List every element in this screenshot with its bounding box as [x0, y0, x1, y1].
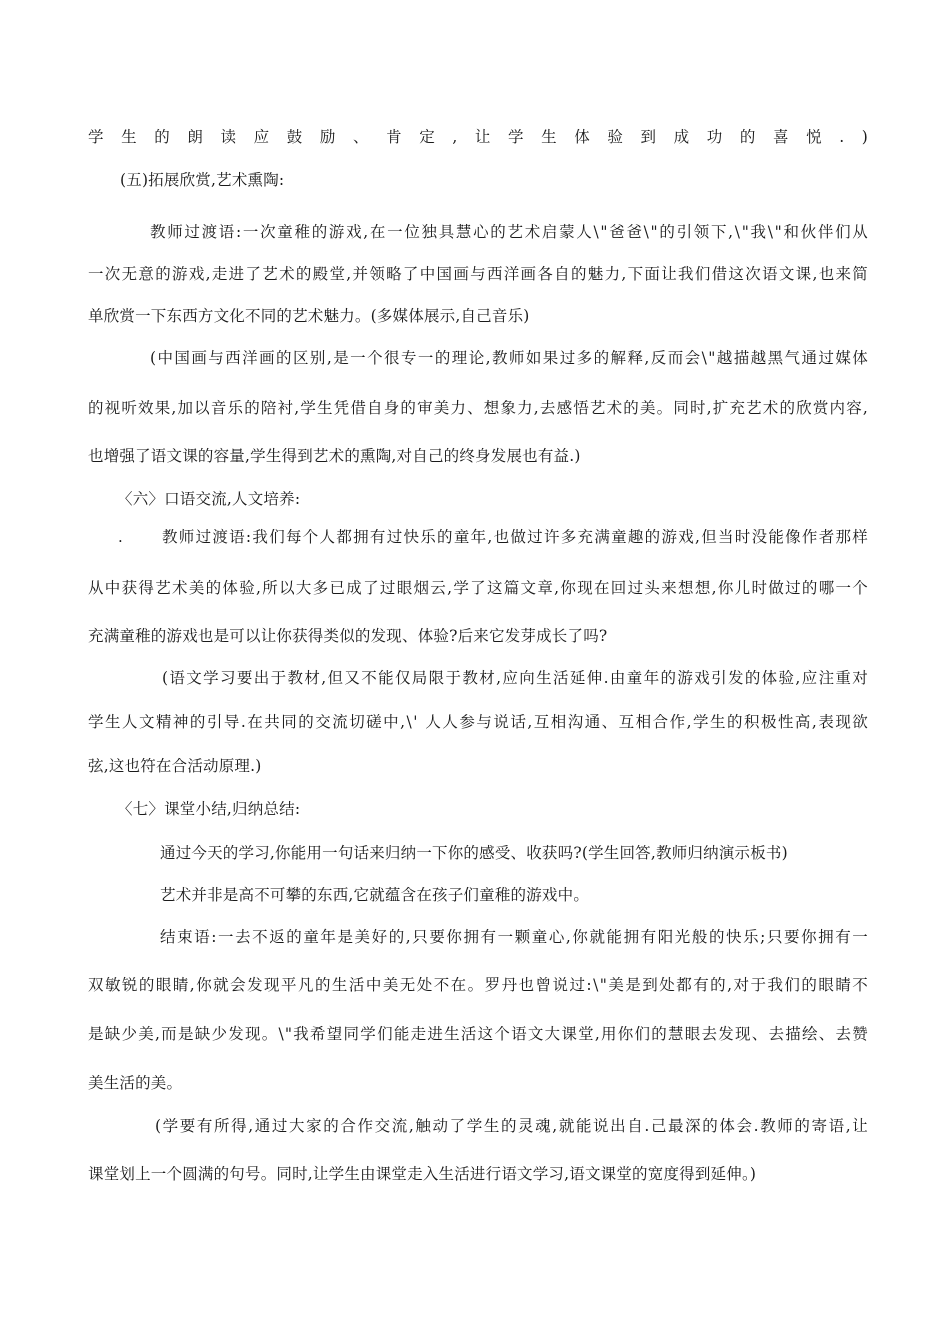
section-heading: 〈六〉口语交流,人文培养: — [117, 490, 301, 508]
paragraph-line: 一次无意的游戏,走进了艺术的殿堂,并领略了中国画与西洋画各自的魅力,下面让我们借这次语文课,也来简 — [88, 265, 870, 283]
paragraph-line: 美生活的美。 — [88, 1074, 183, 1092]
paragraph-line: 课堂划上一个圆满的句号。同时,让学生由课堂走入生活进行语文学习,语文课堂的宽度得到延伸。) — [88, 1165, 757, 1183]
paragraph-line: 的视听效果,加以音乐的陪衬,学生凭借自身的审美力、想象力,去感悟艺术的美。同时,扩充艺术的欣赏内容, — [88, 399, 869, 417]
paragraph-line: 也增强了语文课的容量,学生得到艺术的熏陶,对自己的终身发展也有益.) — [88, 447, 581, 465]
paragraph-line: 单欣赏一下东西方文化不同的艺术魅力。(多媒体展示,自己音乐) — [88, 307, 530, 325]
paragraph-line: 从中获得艺术美的体验,所以大多已成了过眼烟云,学了这篇文章,你现在回过头来想想,你儿时做过的哪一个 — [88, 579, 870, 597]
paragraph-line: 双敏锐的眼睛,你就会发现平凡的生活中美无处不在。罗丹也曾说过:\"美是到处都有的,对于我们的眼睛不 — [88, 976, 870, 994]
paragraph-line: (学要有所得,通过大家的合作交流,触动了学生的灵魂,就能说出自.己最深的体会.教师的寄语,让 — [155, 1117, 870, 1135]
paragraph-line: 通过今天的学习,你能用一句话来归纳一下你的感受、收获吗?(学生回答,教师归纳演示板书) — [160, 844, 788, 862]
paragraph-line: (中国画与西洋画的区别,是一个很专一的理论,教师如果过多的解释,反而会\"越描越黑气通过媒体 — [150, 349, 870, 367]
section-heading: 〈七〉课堂小结,归纳总结: — [117, 800, 301, 818]
paragraph-line: 艺术并非是高不可攀的东西,它就蕴含在孩子们童稚的游戏中。 — [160, 886, 590, 904]
paragraph-line: 学生人文精神的引导.在共同的交流切磋中,\' 人人参与说话,互相沟通、互相合作,学生的积极性高,表现欲 — [88, 713, 870, 731]
section-heading: (五)拓展欣赏,艺术熏陶: — [120, 171, 285, 189]
paragraph-line: 学生的朗读应鼓励、肯定,让学生体验到成功的喜悦.) — [88, 128, 886, 146]
paragraph-line: 弦,这也符在合活动原理.) — [88, 757, 262, 775]
paragraph-line: 是缺少美,而是缺少发现。\"我希望同学们能走进生活这个语文大课堂,用你们的慧眼去发现、去描绘、去赞 — [88, 1025, 870, 1043]
paragraph-line: (语文学习要出于教材,但又不能仅局限于教材,应向生活延伸.由童年的游戏引发的体验,应注重对 — [162, 669, 870, 687]
paragraph-line: 教师过渡语:我们每个人都拥有过快乐的童年,也做过许多充满童趣的游戏,但当时没能像作者那样 — [162, 528, 870, 546]
paragraph-line: 结束语:一去不返的童年是美好的,只要你拥有一颗童心,你就能拥有阳光般的快乐;只要你拥有一 — [160, 928, 870, 946]
paragraph-line: 教师过渡语:一次童稚的游戏,在一位独具慧心的艺术启蒙人\"爸爸\"的引领下,\"我\"和伙伴们从 — [150, 223, 870, 241]
paragraph-line: 充满童稚的游戏也是可以让你获得类似的发现、体验?后来它发芽成长了吗? — [88, 627, 608, 645]
stray-mark: . — [118, 528, 123, 546]
